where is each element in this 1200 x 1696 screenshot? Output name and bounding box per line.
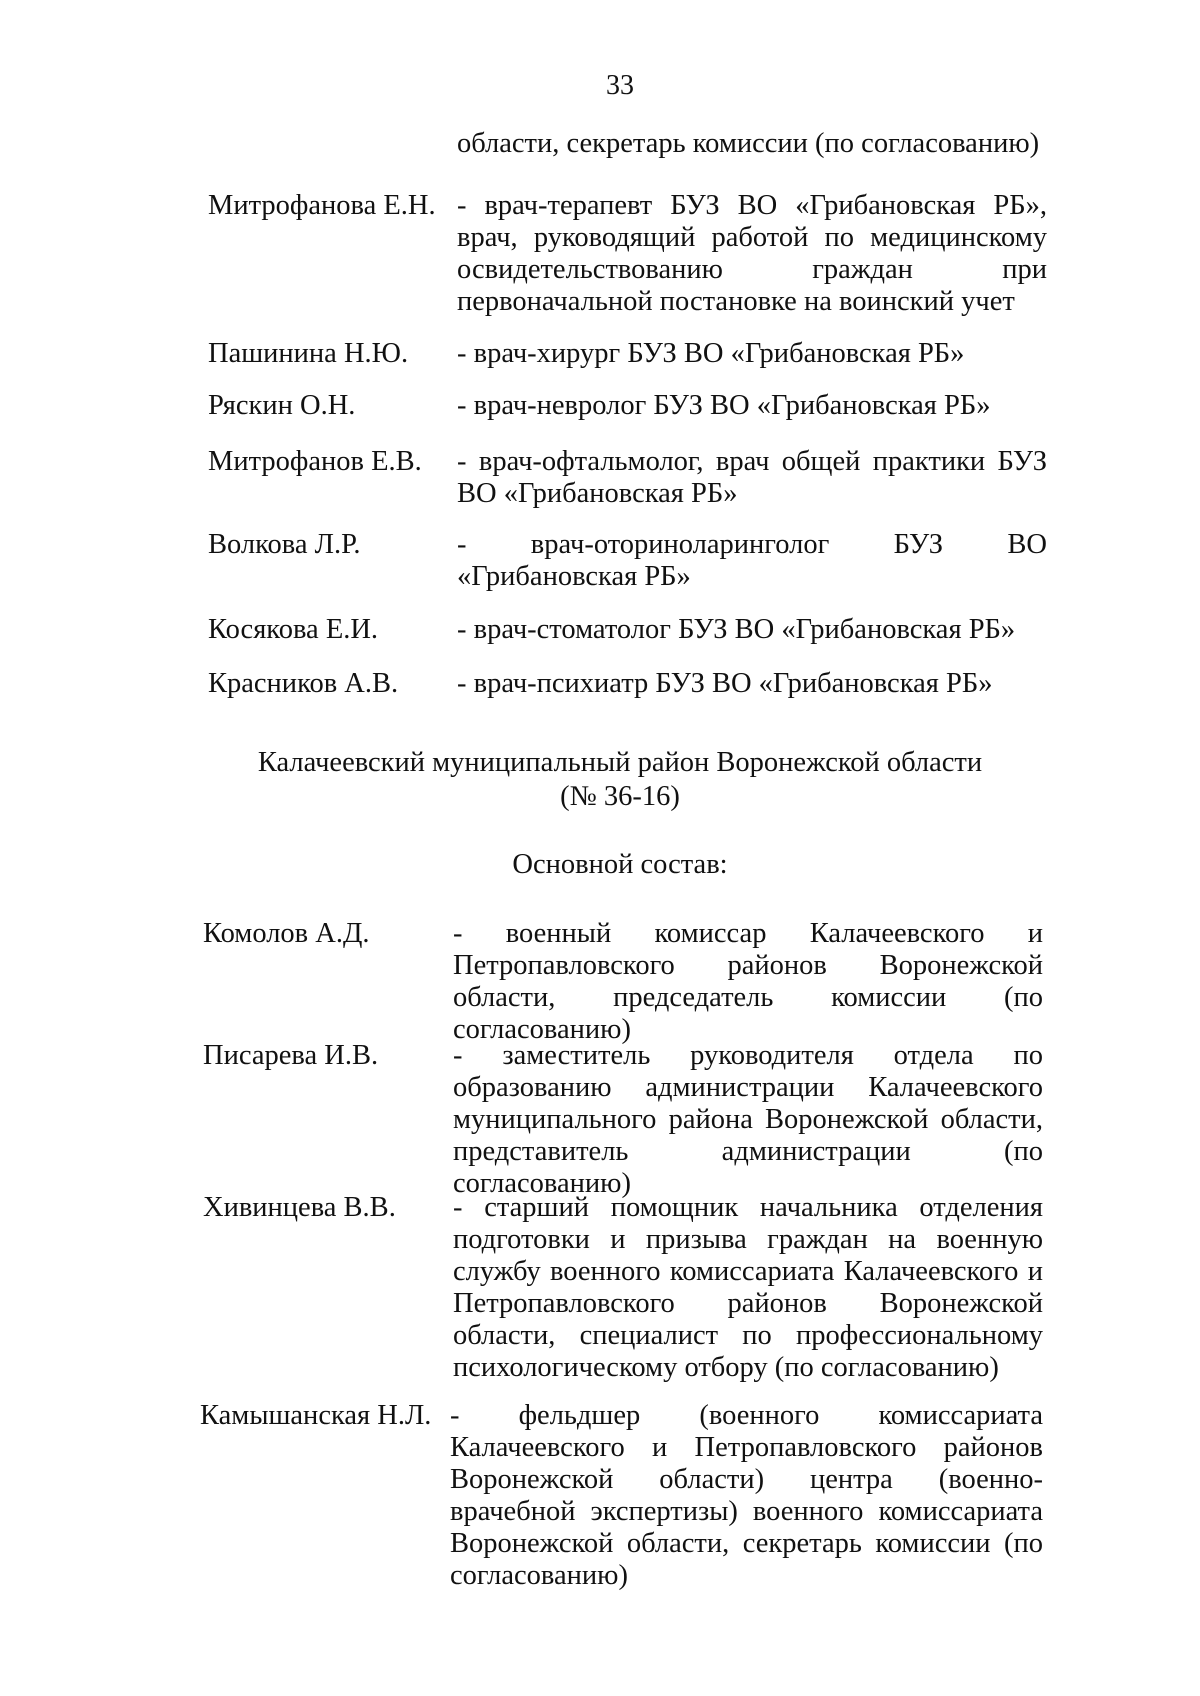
member-role: - заместитель руководителя отдела по образованию администрации Калачеевского муниципального района Воронежской области, представитель администрации (по согласованию) [453,1040,1043,1199]
member-name: Митрофанова Е.Н. [208,190,436,221]
member-role: - врач-невролог БУЗ ВО «Грибановская РБ» [457,390,991,421]
member-name: Камышанская Н.Л. [200,1400,432,1431]
member-role: - врач-офтальмолог, врач общей практики БУЗ ВО «Грибановская РБ» [457,446,1047,509]
member-name: Пашинина Н.Ю. [208,338,409,369]
member-role: - военный комиссар Калачеевского и Петропавловского районов Воронежской области, председатель комиссии (по согласованию) [453,918,1043,1045]
member-role: - старший помощник начальника отделения подготовки и призыва граждан на военную службу военного комиссариата Калачеевского и Петропавловского районов Воронежской области, специалист по профессиональному психологическому отбору (по согласованию) [453,1192,1043,1383]
member-role: - врач-стоматолог БУЗ ВО «Грибановская РБ» [457,614,1016,645]
member-role: - фельдшер (военного комиссариата Калачеевского и Петропавловского районов Воронежской области) центра (военно-врачебной экспертизы) военного комиссариата Воронежской области, секретарь комиссии (по согласованию) [450,1400,1043,1591]
district-number: (№ 36-16) [560,781,680,812]
member-name: Комолов А.Д. [203,918,370,949]
district-title: Калачеевский муниципальный район Воронежской области [257,747,983,778]
member-name: Ряскин О.Н. [208,390,356,421]
member-name: Митрофанов Е.В. [208,446,422,477]
page-number: 33 [606,70,634,101]
member-role: - врач-хирург БУЗ ВО «Грибановская РБ» [457,338,965,369]
member-role: - врач-психиатр БУЗ ВО «Грибановская РБ» [457,668,993,699]
member-name: Писарева И.В. [203,1040,379,1071]
member-name: Косякова Е.И. [208,614,379,645]
member-role: - врач-оториноларинголог БУЗ ВО «Грибановская РБ» [457,529,1047,592]
member-name: Красников А.В. [208,668,399,699]
continuation-text: области, секретарь комиссии (по согласованию) [457,128,1040,159]
member-name: Волкова Л.Р. [208,529,361,560]
member-role: - врач-терапевт БУЗ ВО «Грибановская РБ», врач, руководящий работой по медицинскому освидетельствованию граждан при первоначальной постановке на воинский учет [457,190,1047,317]
composition-heading: Основной состав: [512,849,728,880]
member-name: Хивинцева В.В. [203,1192,396,1223]
